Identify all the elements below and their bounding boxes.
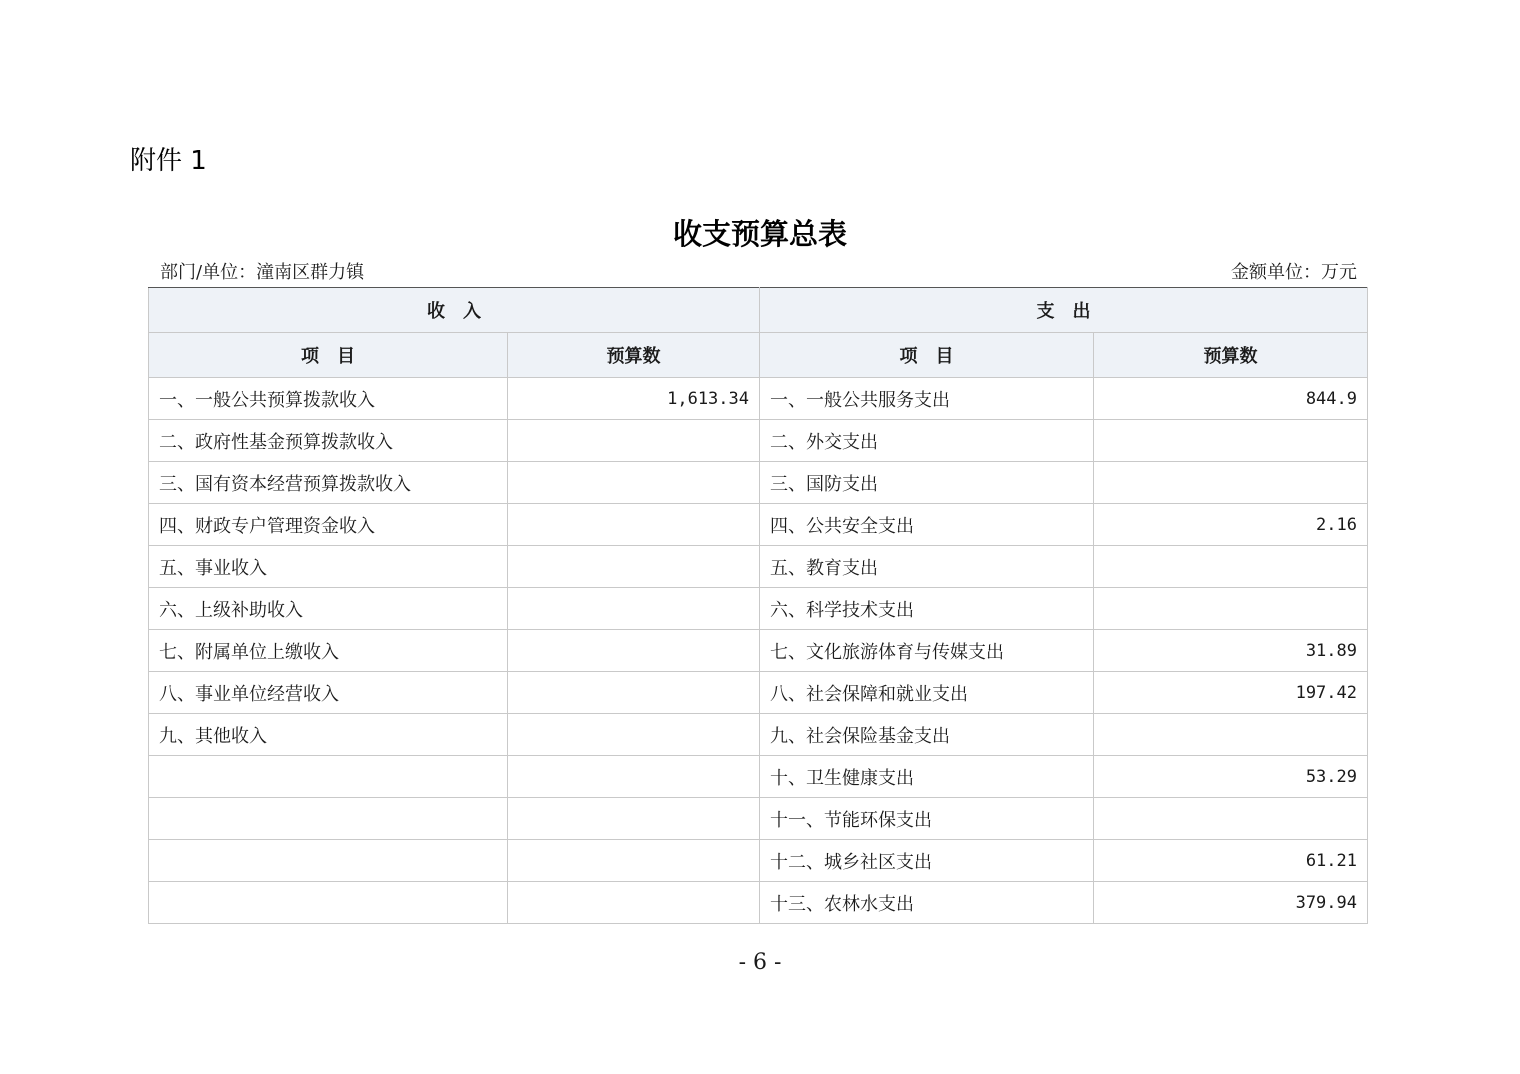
income-section-header: 收 入 — [149, 288, 760, 333]
income-item-cell: 九、其他收入 — [149, 714, 508, 756]
expense-item-cell: 五、教育支出 — [760, 546, 1094, 588]
income-value-cell: 1,613.34 — [508, 378, 760, 420]
page-number: - 6 - — [738, 950, 782, 975]
income-item-cell: 一、一般公共预算拨款收入 — [149, 378, 508, 420]
income-budget-header: 预算数 — [508, 333, 760, 378]
expense-value-cell: 61.21 — [1094, 840, 1368, 882]
expense-item-header: 项 目 — [760, 333, 1094, 378]
department-label: 部门/单位：潼南区群力镇 — [160, 262, 365, 283]
page-title: 收支预算总表 — [672, 217, 847, 251]
income-item-cell: 七、附属单位上缴收入 — [149, 630, 508, 672]
expense-value-cell: 197.42 — [1094, 672, 1368, 714]
expense-item-cell: 二、外交支出 — [760, 420, 1094, 462]
expense-value-cell — [1094, 420, 1368, 462]
expense-item-cell: 十一、节能环保支出 — [760, 798, 1094, 840]
table-row — [149, 672, 1368, 714]
income-item-cell — [149, 756, 508, 798]
expense-item-cell: 一、一般公共服务支出 — [760, 378, 1094, 420]
expense-item-cell: 八、社会保障和就业支出 — [760, 672, 1094, 714]
table-row — [149, 714, 1368, 756]
income-value-cell — [508, 756, 760, 798]
income-item-cell — [149, 798, 508, 840]
expense-item-cell: 六、科学技术支出 — [760, 588, 1094, 630]
expense-value-cell: 31.89 — [1094, 630, 1368, 672]
expense-value-cell: 2.16 — [1094, 504, 1368, 546]
expense-value-cell: 844.9 — [1094, 378, 1368, 420]
expense-item-cell: 十三、农林水支出 — [760, 882, 1094, 924]
income-value-cell — [508, 882, 760, 924]
expense-item-cell: 十、卫生健康支出 — [760, 756, 1094, 798]
section-header-row — [149, 288, 1368, 333]
income-item-cell: 二、政府性基金预算拨款收入 — [149, 420, 508, 462]
income-value-cell — [508, 504, 760, 546]
income-value-cell — [508, 798, 760, 840]
income-value-cell — [508, 588, 760, 630]
expense-item-cell: 三、国防支出 — [760, 462, 1094, 504]
table-row — [149, 630, 1368, 672]
income-value-cell — [508, 462, 760, 504]
amount-unit-label: 金额单位：万元 — [1231, 262, 1357, 283]
column-header-row — [149, 333, 1368, 378]
expense-section-header: 支 出 — [760, 288, 1368, 333]
budget-summary-table — [148, 287, 1368, 924]
attachment-label: 附件 1 — [130, 146, 207, 176]
expense-value-cell: 53.29 — [1094, 756, 1368, 798]
income-item-cell — [149, 882, 508, 924]
income-value-cell — [508, 420, 760, 462]
income-item-cell: 八、事业单位经营收入 — [149, 672, 508, 714]
table-row — [149, 462, 1368, 504]
income-value-cell — [508, 714, 760, 756]
expense-value-cell: 379.94 — [1094, 882, 1368, 924]
table-row — [149, 546, 1368, 588]
income-value-cell — [508, 672, 760, 714]
table-row — [149, 840, 1368, 882]
expense-item-cell: 十二、城乡社区支出 — [760, 840, 1094, 882]
income-value-cell — [508, 630, 760, 672]
table-row — [149, 504, 1368, 546]
income-item-cell — [149, 840, 508, 882]
table-row — [149, 882, 1368, 924]
expense-budget-header: 预算数 — [1094, 333, 1368, 378]
table-row — [149, 756, 1368, 798]
expense-item-cell: 四、公共安全支出 — [760, 504, 1094, 546]
expense-value-cell — [1094, 714, 1368, 756]
income-value-cell — [508, 546, 760, 588]
expense-value-cell — [1094, 546, 1368, 588]
income-item-cell: 六、上级补助收入 — [149, 588, 508, 630]
income-item-cell: 五、事业收入 — [149, 546, 508, 588]
expense-value-cell — [1094, 588, 1368, 630]
income-item-header: 项 目 — [149, 333, 508, 378]
income-value-cell — [508, 840, 760, 882]
income-item-cell: 三、国有资本经营预算拨款收入 — [149, 462, 508, 504]
table-row — [149, 420, 1368, 462]
table-body — [149, 378, 1368, 924]
expense-item-cell: 七、文化旅游体育与传媒支出 — [760, 630, 1094, 672]
table-row — [149, 378, 1368, 420]
expense-value-cell — [1094, 798, 1368, 840]
table-row — [149, 798, 1368, 840]
expense-value-cell — [1094, 462, 1368, 504]
table-row — [149, 588, 1368, 630]
income-item-cell: 四、财政专户管理资金收入 — [149, 504, 508, 546]
expense-item-cell: 九、社会保险基金支出 — [760, 714, 1094, 756]
